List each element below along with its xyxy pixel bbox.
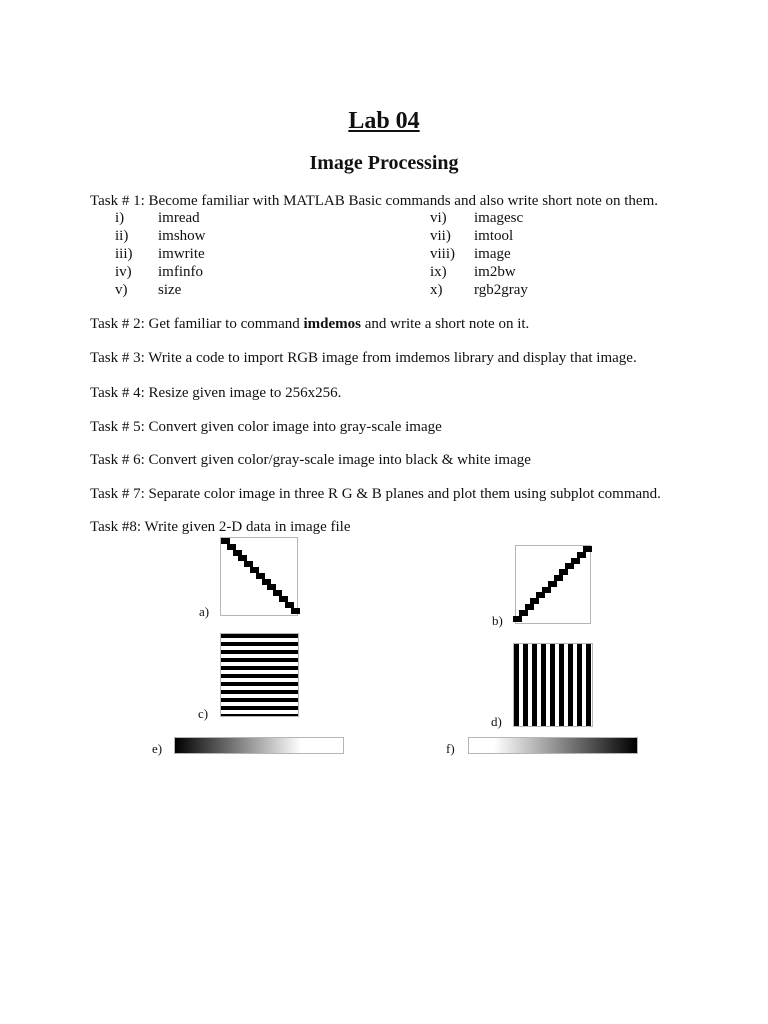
list-item-number: viii) (430, 246, 455, 262)
list-item-command: imread (158, 210, 200, 226)
list-item-number: iv) (115, 264, 132, 280)
task-5: Task # 5: Convert given color image into gray-scale image (90, 419, 442, 435)
task-2-suffix: and write a short note on it. (360, 316, 530, 332)
list-item-number: ii) (115, 228, 129, 244)
list-item-command: imwrite (158, 246, 205, 262)
figure-e-gradient-image (174, 737, 344, 754)
list-item-number: i) (115, 210, 125, 226)
figure-d-label: d) (491, 714, 502, 729)
figure-e-label: e) (152, 741, 163, 756)
list-item-command: rgb2gray (474, 282, 528, 298)
figure-f-label: f) (446, 741, 455, 756)
task-8: Task #8: Write given 2-D data in image file (90, 519, 351, 535)
list-item-number: x) (430, 282, 443, 298)
list-item-command: image (474, 246, 511, 262)
list-item-number: v) (115, 282, 128, 298)
figure-a-label: a) (199, 604, 210, 619)
task-2 (90, 316, 529, 333)
figure-b-antidiagonal-image (515, 545, 591, 624)
list-item-command: imfinfo (158, 264, 203, 280)
task-6: Task # 6: Convert given color/gray-scale image into black & white image (90, 452, 531, 468)
list-item-number: ix) (430, 264, 447, 280)
figure-b-label: b) (492, 613, 503, 628)
task-1: Task # 1: Become familiar with MATLAB Basic commands and also write short note on them. (90, 193, 659, 209)
figure-d-vertical-stripes-image (513, 643, 593, 727)
figure-f-gradient-image (468, 737, 638, 754)
page-title: Lab 04 (348, 108, 420, 134)
task-2-prefix: Task # 2: Get familiar to command (90, 316, 304, 332)
figure-c-horizontal-stripes-image (220, 633, 299, 717)
list-item-command: imagesc (474, 210, 524, 226)
list-item-number: vi) (430, 210, 447, 226)
figure-c-label: c) (198, 706, 209, 721)
page-subtitle: Image Processing (309, 152, 459, 174)
task-7: Task # 7: Separate color image in three R G & B planes and plot them using subplot command. (90, 486, 661, 502)
list-item-command: imtool (474, 228, 514, 244)
list-item-number: iii) (115, 246, 133, 262)
list-item-command: im2bw (474, 264, 516, 280)
task-3: Task # 3: Write a code to import RGB image from imdemos library and display that image. (90, 350, 637, 366)
task-4: Task # 4: Resize given image to 256x256. (90, 385, 342, 401)
list-item-command: size (158, 282, 182, 298)
pixel-cell (513, 616, 519, 622)
list-item-number: vii) (430, 228, 451, 244)
figure-a-diagonal-image (220, 537, 298, 616)
task-2-command: imdemos (303, 316, 361, 332)
list-item-command: imshow (158, 228, 206, 244)
pixel-cell (294, 608, 300, 614)
